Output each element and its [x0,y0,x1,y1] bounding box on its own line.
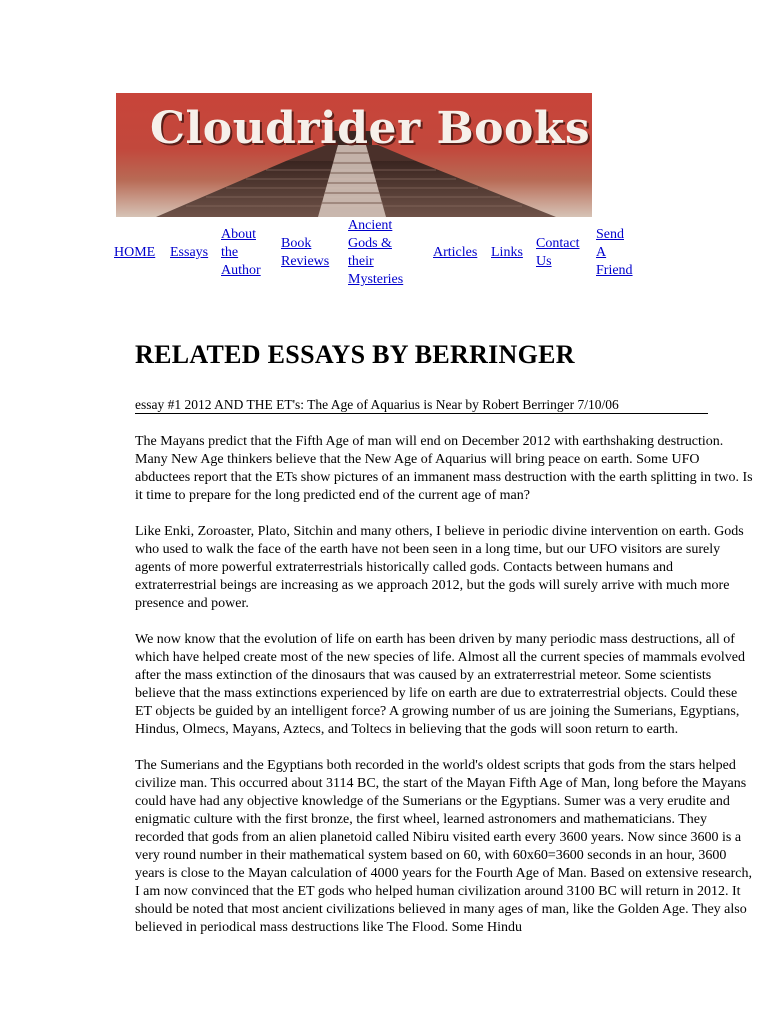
nav-articles[interactable]: Articles [433,245,478,260]
essay-body [135,433,755,955]
essay-paragraph: The Mayans predict that the Fifth Age of man will end on December 2012 with earthshaking destruction. Many New Age thinkers believe that the New Age of Aquarius will bring peace on earth. Some UFO abductees report that the ETs show pictures of an immanent mass destruction with the earth splitting in two. Is it time to prepare for the long predicted end of the current age of man? [135,434,753,503]
top-nav [0,217,768,289]
nav-contact-us[interactable]: Contact Us [536,236,580,269]
nav-essays[interactable]: Essays [170,245,209,260]
nav-about-author[interactable]: About the Author [221,227,261,278]
essay-paragraph: We now know that the evolution of life on earth has been driven by many periodic mass destructions, all of which have helped create most of the new species of life. Almost all the current species of mammals evolved after the mass extinction of the dinosaurs that was caused by an extraterrestrial meteor. Some scientists believe that the mass extinctions experienced by life on earth are due to extraterrestrial objects. Could these ET objects be guided by an intelligent force? A growing number of us are joining the Sumerians, Egyptians, Hindus, Olmecs, Mayans, Aztecs, and Toltecs in believing that the gods will soon return to earth. [135,632,745,737]
essay-paragraph: Like Enki, Zoroaster, Plato, Sitchin and many others, I believe in periodic divine intervention on earth. Gods who used to walk the face of the earth have not been seen in a long time, but our UFO visitors are surely agents of more powerful extraterrestrials historically called gods. Contacts between humans and extraterrestrial beings are increasing as we approach 2012, but the gods will surely arrive with much more presence and power. [135,524,744,611]
nav-send-friend[interactable]: Send A Friend [596,227,633,278]
nav-home[interactable]: HOME [114,245,156,260]
nav-book-reviews[interactable]: Book Reviews [281,236,330,269]
essay-subtitle: essay #1 2012 AND THE ET's: The Age of Aquarius is Near by Robert Berringer 7/10/06 [135,397,735,413]
banner [116,93,592,217]
essay-paragraph: The Sumerians and the Egyptians both recorded in the world's oldest scripts that gods from the stars helped civilize man. This occurred about 3114 BC, the start of the Mayan Fifth Age of Man, long before the Mayans could have had any objective knowledge of the Sumerians or the Egyptians. Sumer was a very erudite and enigmatic culture with the first bronze, the first wheel, learned astronomers and mathematicians. They recorded that gods from an alien planetoid called Nibiru visited earth every 3600 years. Now since 3600 is a very round number in their mathematical system based on 60, with 60x60=3600 seconds in an hour, 3600 years is close to the Mayan calculation of 4000 years for the Fourth Age of Man. Based on extensive research, I am now convinced that the ET gods who helped human civilization around 3100 BC will return in 2012. It should be noted that most ancient civilizations believed in many ages of man, like the Golden Age. They also believed in periodical mass destructions like The Flood. Some Hindu [135,758,752,935]
page-heading: RELATED ESSAYS BY BERRINGER [135,340,575,369]
nav-links[interactable]: Links [491,245,523,260]
site-title: Cloudrider Books [150,103,591,154]
nav-ancient-gods[interactable]: Ancient Gods & their Mysteries [348,218,404,287]
